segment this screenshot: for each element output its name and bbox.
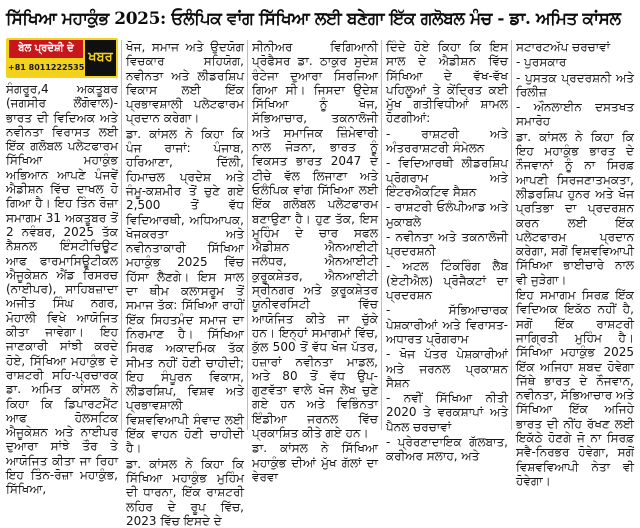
article-paragraph: ਸੀਨੀਅਰ ਵਿਗਿਆਨੀ ਪ੍ਰੋਫੈਸਰ ਡਾ. ਠਾਕੁਰ ਸੁਦੇਸ਼ ਰੰਟੇਜਾ ਦੁਆਰਾ ਸਿਰਜਿਆ ਗਿਆ ਸੀ। ਜਿਸਦਾ ਉਦੇਸ਼ ਸਿੱਖਿਆ ਨੂੰ ਖੋਜ, ਸੱਭਿਆਚਾਰ, ਤਕਨਾਲੋਜੀ ਅਤੇ ਸਮਾਜਿਕ ਜ਼ਿੰਮੇਵਾਰੀ ਨਾਲ ਜੋੜਨਾ, ਭਾਰਤ ਨੂੰ ਵਿਕਸਤ ਭਾਰਤ 2047 ਦੇ ਟੀਚੇ ਵੱਲ ਲਿਜਾਣਾ ਅਤੇ ਓਲੰਪਿਕ ਵਾਂਗ ਸਿੱਖਿਆ ਲਈ ਇੱਕ ਗਲੋਬਲ ਪਲੇਟਫਾਰਮ ਬਣਾਉਣਾ ਹੈ। ਹੁਣ ਤੱਕ, ਇਸ ਮੁਹਿੰਮ ਦੇ ਚਾਰ ਸਫਲ ਐਡੀਸ਼ਨ ਐਨਆਈਟੀ ਜਲੰਧਰ, ਐਨਆਈਟੀ ਕੁਰੂਕਸ਼ੇਤਰ, ਐਨਆਈਟੀ ਸ੍ਰੀਨਗਰ ਅਤੇ ਕੁਰੂਕਸ਼ੇਤਰ ਯੂਨੀਵਰਸਿਟੀ ਵਿੱਚ ਆਯੋਜਿਤ ਕੀਤੇ ਜਾ ਚੁੱਕੇ ਹਨ। ਇਨ੍ਹਾਂ ਸਮਾਗਮਾਂ ਵਿੱਚ, ਕੁੱਲ 500 ਤੋਂ ਵੱਧ ਖੋਜ ਪੱਤਰ, ਹਜ਼ਾਰਾਂ ਨਵੀਨਤਾ ਮਾਡਲ, ਅਤੇ 80 ਤੋਂ ਵੱਧ ਉਪ-ਗੁਣਵੱਤਾ ਵਾਲੇ ਖੋਜ ਲੇਖ ਚੁਣੇ ਗਏ ਹਨ ਅਤੇ ਵਿਭਿੰਨਤਾ ਇੰਡੀਆ ਜਰਨਲ ਵਿੱਚ ਪ੍ਰਕਾਸ਼ਿਤ ਕੀਤੇ ਗਏ ਹਨ।: [252, 40, 378, 441]
list-item: - ਅਟਲ ਟਿੰਕਰਿੰਗ ਲੈਬ (ਏਟੀਐਲ) ਪ੍ਰੋਜੈਕਟਾਂ ਦਾ ਪ੍ਰਦਰਸ਼ਨ: [386, 259, 508, 303]
article-headline: ਸਿੱਖਿਆ ਮਹਾਕੁੰਭ 2025: ਓਲੰਪਿਕ ਵਾਂਗ ਸਿੱਖਿਆ ਲਈ ਬਣੇਗਾ ਇੱਕ ਗਲੋਬਲ ਮੰਚ - ਡਾ. ਅਮਿਤ ਕਾਂਸਲ: [6, 9, 621, 29]
news-logo: [6, 38, 118, 78]
list-item: - ਪੁਸਤਕ ਪ੍ਰਦਰਸ਼ਨੀ ਅਤੇ ਰਿਲੀਜ਼: [516, 70, 634, 99]
column-divider: [121, 40, 122, 430]
article-paragraph: ਖੋਜ, ਸਮਾਜ ਅਤੇ ਉਦਯੋਗ ਵਿਚਕਾਰ ਸਹਿਯੋਗ, ਨਵੀਨਤਾ ਅਤੇ ਲੀਡਰਸ਼ਿਪ ਵਿਕਾਸ ਲਈ ਇੱਕ ਪ੍ਰਭਾਵਸ਼ਾਲੀ ਪਲੇਟਫਾਰਮ ਪ੍ਰਦਾਨ ਕਰੇਗਾ।: [126, 40, 244, 126]
article-column-2: [126, 40, 244, 528]
list-item: ਸਟਾਰਟਅੱਪ ਚਰਚਾਵਾਂ: [516, 40, 611, 54]
article-paragraph: ਦਿੰਦੇ ਹੋਏ ਕਿਹਾ ਕਿ ਇਸ ਸਾਲ ਦੇ ਐਡੀਸ਼ਨ ਵਿੱਚ ਸਿੱਖਿਆ ਦੇ ਵੱਖ-ਵੱਖ ਪਹਿਲੂਆਂ ਤੇ ਕੇਂਦ੍ਰਿਤ ਕਈ ਮੁੱਖ ਗਤੀਵਿਧੀਆਂ ਸ਼ਾਮਲ ਹੋਣਗੀਆਂ:: [386, 40, 508, 126]
column-divider: [247, 40, 248, 430]
article-column-1: [6, 82, 118, 497]
logo-name: ਬੇਲ ਪ੍ਰਦੇਸ਼ੀ ਦੇ: [9, 40, 83, 58]
article-column-4: [386, 40, 508, 464]
list-item: - ਪ੍ਰੇਰਣਾਦਾਇਕ ਗੱਲਬਾਤ, ਕਰੀਅਰ ਸਲਾਹ, ਅਤੇ: [386, 435, 508, 464]
article-column-5: [516, 40, 634, 488]
article-column-3: [252, 40, 378, 484]
article-paragraph: ਇਹ ਸਮਾਗਮ ਸਿਰਫ਼ ਇੱਕ ਵਿਦਿਅਕ ਇਕੱਠ ਨਹੀਂ ਹੈ, ਸਗੋਂ ਇੱਕ ਰਾਸ਼ਟਰੀ ਜਾਗ੍ਰਿਤੀ ਮੁਹਿੰਮ ਹੈ। ਸਿੱਖਿਆ ਮਹਾਕੁੰਭ 2025 ਇੱਕ ਅਜਿਹਾ ਸ਼ਬਦ ਹੋਵੇਗਾ ਜਿੱਥੇ ਭਾਰਤ ਦੇ ਨੌਜਵਾਨ, ਨਵੀਨਤਾ, ਸੱਭਿਆਚਾਰ ਅਤੇ ਸਿੱਖਿਆ ਇੱਕ ਅਜਿਹੇ ਭਾਰਤ ਦੀ ਨੀਂਹ ਰੱਖਣ ਲਈ ਇਕੱਠੇ ਹੋਣਗੇ ਜੋ ਨਾ ਸਿਰਫ਼ ਸਵੈ-ਨਿਰਭਰ ਹੋਵੇਗਾ, ਸਗੋਂ ਵਿਸ਼ਵਵਿਆਪੀ ਨੇਤਾ ਵੀ ਹੋਵੇਗਾ।: [516, 288, 634, 488]
list-item: - ਔਨਲਾਈਨ ਦਸਤਖਤ ਸਮਾਰੋਹ: [516, 100, 634, 129]
article-paragraph: ਡਾ. ਕਾਂਸਲ ਨੇ ਕਿਹਾ ਕਿ ਪੰਜ ਰਾਜਾਂ: ਪੰਜਾਬ, ਹਰਿਆਣਾ, ਦਿੱਲੀ, ਹਿਮਾਚਲ ਪ੍ਰਦੇਸ਼ ਅਤੇ ਜੰਮੂ-ਕਸ਼ਮੀਰ ਤੋਂ ਚੁਣੇ ਗਏ 2,500 ਤੋਂ ਵੱਧ ਵਿਦਿਆਰਥੀ, ਅਧਿਆਪਕ, ਖੋਜਕਰਤਾ ਅਤੇ ਨਵੀਨਤਾਕਾਰੀ ਸਿੱਖਿਆ ਮਹਾਕੁੰਭ 2025 ਵਿੱਚ ਹਿੱਸਾ ਲੈਣਗੇ। ਇਸ ਸਾਲ ਦਾ ਥੀਮ ਕਲਾਸਰੂਮ ਤੋਂ ਸਮਾਜ ਤੱਕ: ਸਿੱਖਿਆ ਰਾਹੀਂ ਇੱਕ ਸਿਹਤਮੰਦ ਸਮਾਜ ਦਾ ਨਿਰਮਾਣ ਹੈ। ਸਿੱਖਿਆ ਸਿਰਫ਼ ਅਕਾਦਮਿਕ ਤੱਕ ਸੀਮਤ ਨਹੀਂ ਹੋਣੀ ਚਾਹੀਦੀ; ਇਹ ਸੰਪੂਰਨ ਵਿਕਾਸ, ਲੀਡਰਸ਼ਿਪ, ਵਿਸ਼ਵ ਅਤੇ ਪ੍ਰਭਾਵਸ਼ਾਲੀ ਵਿਸ਼ਵਵਿਆਪੀ ਸੰਵਾਦ ਲਈ ਇੱਕ ਵਾਹਨ ਹੋਣੀ ਚਾਹੀਦੀ ਹੈ।: [126, 126, 244, 456]
logo-badge: ਖਬਰ: [85, 40, 116, 76]
article-paragraph: ਡਾ. ਕਾਂਸਲ ਨੇ ਕਿਹਾ ਕਿ ਸਿੱਖਿਆ ਮਹਾਕੁੰਭ ਮੁਹਿੰਮ ਦੀ ਧਾਰਨਾ, ਇੱਕ ਰਾਸ਼ਟਰੀ ਲਹਿਰ ਦੇ ਰੂਪ ਵਿੱਚ, 2023 ਵਿੱਚ ਇਸਦੇ ਦੇ: [126, 456, 244, 528]
article-paragraph: ਡਾ. ਕਾਂਸਲ ਨੇ ਸਿੱਖਿਆ ਮਹਾਕੁੰਭ ਦੀਆਂ ਮੁੱਖ ਗੱਲਾਂ ਦਾ ਵੇਰਵਾ: [252, 441, 378, 484]
list-item: - ਨਵੀਂ ਸਿੱਖਿਆ ਨੀਤੀ 2020 ਤੇ ਵਰਕਸ਼ਾਪਾਂ ਅਤੇ ਪੈਨਲ ਚਰਚਾਵਾਂ: [386, 391, 508, 434]
list-item: - ਸੱਭਿਆਚਾਰਕ ਪੇਸ਼ਕਾਰੀਆਂ ਅਤੇ ਵਿਰਾਸਤ-ਅਧਾਰਤ ਪ੍ਰੋਗਰਾਮ: [386, 303, 508, 346]
list-item: - ਰਾਸ਼ਟਰੀ ਅਤੇ ਅੰਤਰਰਾਸ਼ਟਰੀ ਸੰਮੇਲਨ: [386, 126, 508, 156]
article-paragraph: ਸੰਗਰੂਰ,4 ਅਕਤੂਬਰ (ਜਗਸੀਰ ਲੌਂਗੋਵਾਲ)- ਭਾਰਤ ਦੀ ਵਿਦਿਅਕ ਅਤੇ ਨਵੀਨਤਾ ਵਿਰਾਸਤ ਲਈ ਇੱਕ ਗਲੋਬਲ ਪਲੇਟਫਾਰਮ ਸਿੱਖਿਆ ਮਹਾਕੁੰਭ ਅਭਿਆਨ ਆਪਣੇ ਪੰਜਵੇਂ ਐਡੀਸ਼ਨ ਵਿੱਚ ਦਾਖਲ ਹੋ ਗਿਆ ਹੈ। ਇਹ ਤਿੰਨ ਰੋਜ਼ਾ ਸਮਾਗਮ 31 ਅਕਤੂਬਰ ਤੋਂ 2 ਨਵੰਬਰ, 2025 ਤੱਕ ਨੈਸ਼ਨਲ ਇੰਸਟੀਚਿਊਟ ਆਫ ਫਾਰਮਾਸਿਊਟੀਕਲ ਐਜੂਕੇਸ਼ਨ ਐਂਡ ਰਿਸਰਚ (ਨਾਈਪਰ), ਸਾਹਿਬਜ਼ਾਦਾ ਅਜੀਤ ਸਿੰਘ ਨਗਰ, ਮੋਹਾਲੀ ਵਿਖੇ ਆਯੋਜਿਤ ਕੀਤਾ ਜਾਵੇਗਾ। ਇਹ ਜਾਣਕਾਰੀ ਸਾਂਝੀ ਕਰਦੇ ਹੋਏ, ਸਿੱਖਿਆ ਮਹਾਕੁੰਭ ਦੇ ਰਾਸ਼ਟਰੀ ਸਹਿ-ਪ੍ਰਚਾਰਕ ਡਾ. ਅਮਿਤ ਕਾਂਸਲ ਨੇ ਕਿਹਾ ਕਿ ਡਿਪਾਰਟਮੈਂਟ ਆਫ ਹੋਲਸਟਿਕ ਐਜੂਕੇਸ਼ਨ ਅਤੇ ਨਾਈਪਰ ਦੁਆਰਾ ਸਾਂਝੇ ਤੌਰ ਤੇ ਆਯੋਜਿਤ ਕੀਤਾ ਜਾ ਰਿਹਾ ਇਹ ਤਿੰਨ-ਰੋਜ਼ਾ ਮਹਾਕੁੰਭ, ਸਿੱਖਿਆ,: [6, 82, 118, 497]
list-item: - ਵਿਦਿਆਰਥੀ ਲੀਡਰਸ਼ਿਪ ਪ੍ਰੋਗਰਾਮ ਅਤੇ ਇੰਟਰਐਕਟਿਵ ਸੈਸ਼ਨ: [386, 156, 508, 199]
list-item: - ਪੁਰਸਕਾਰ: [516, 55, 567, 70]
article-paragraph: ਡਾ. ਕਾਂਸਲ ਨੇ ਕਿਹਾ ਕਿ ਇਹ ਮਹਾਕੁੰਭ ਭਾਰਤ ਦੇ ਨੌਜਵਾਨਾਂ ਨੂੰ ਨਾ ਸਿਰਫ਼ ਆਪਣੀ ਸਿਰਜਣਾਤਮਕਤਾ, ਲੀਡਰਸ਼ਿਪ ਹੁਨਰ ਅਤੇ ਖੋਜ ਪ੍ਰਤਿਭਾ ਦਾ ਪ੍ਰਦਰਸ਼ਨ ਕਰਨ ਲਈ ਇੱਕ ਪਲੇਟਫਾਰਮ ਪ੍ਰਦਾਨ ਕਰੇਗਾ, ਸਗੋਂ ਵਿਸ਼ਵਵਿਆਪੀ ਸਿੱਖਿਆ ਭਾਈਚਾਰੇ ਨਾਲ ਵੀ ਜੁੜੇਗਾ।: [516, 129, 634, 287]
list-item: - ਖੋਜ ਪੱਤਰ ਪੇਸ਼ਕਾਰੀਆਂ ਅਤੇ ਜਰਨਲ ਪ੍ਰਕਾਸ਼ਨ ਸੈਸ਼ਨ: [386, 347, 508, 390]
list-item: - ਨਵੀਨਤਾ ਅਤੇ ਤਕਨਾਲੋਜੀ ਪ੍ਰਦਰਸ਼ਨੀ: [386, 229, 508, 259]
column-divider: [381, 40, 382, 430]
list-item: - ਰਾਸ਼ਟਰੀ ਓਲੰਪੀਆਡ ਅਤੇ ਮੁਕਾਬਲੇ: [386, 200, 508, 229]
logo-phone: +81 8011222535: [8, 63, 85, 72]
column-divider: [511, 40, 512, 430]
